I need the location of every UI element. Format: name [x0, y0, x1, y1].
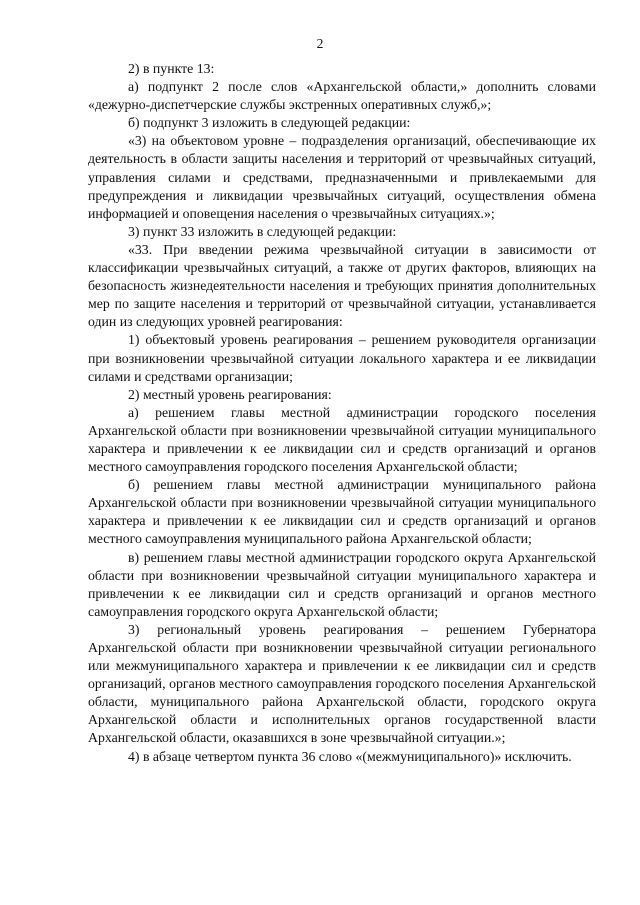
- paragraph-item-36-change: 4) в абзаце четвертом пункта 36 слово «(межмуниципального)» исключить.: [128, 748, 572, 764]
- paragraph-local-level-header: 2) местный уровень реагирования:: [128, 386, 332, 402]
- paragraph-subitem-2-addition: а) подпункт 2 после слов «Архангельской области,» дополнить словами «дежурно-диспетчерские службы экстренных оперативных служб,»;: [88, 79, 596, 113]
- paragraph-local-level-b: б) решением главы местной администрации муниципального района Архангельской области при возникновении чрезвычайной ситуации муниципального характера и привлечении к ее ликвидации сил и средств организаций и органов местного самоуправления муниципального района Архангельской области;: [88, 477, 596, 547]
- page-number: 2: [316, 36, 324, 51]
- paragraph-local-level-a: а) решением главы местной администрации городского поселения Архангельской области при возникновении чрезвычайной ситуации муниципального характера и привлечении к ее ликвидации сил и средств организаций и органов местного самоуправления городского поселения Архангельской области;: [88, 404, 596, 475]
- paragraph-subitem-3-text: «3) на объектовом уровне – подразделения организаций, обеспечивающие их деятельность в области защиты населения и территорий от чрезвычайных ситуаций, управления силами и средствами, предназначенными и привлекаемыми для предупреждения и ликвидации чрезвычайных ситуаций, осуществления обмена информацией и оповещения населения о чрезвычайных ситуациях.»;: [88, 133, 596, 221]
- paragraph-subitem-3-header: б) подпункт 3 изложить в следующей редакции:: [128, 115, 411, 131]
- paragraph-object-level: 1) объектовый уровень реагирования – решением руководителя организации при возникновении чрезвычайной ситуации локального характера и ее ликвидации силами и средствами организации;: [88, 332, 596, 384]
- paragraph-local-level-c: в) решением главы местной администрации городского округа Архангельской области при возникновении чрезвычайной ситуации муниципального характера и привлечении к ее ликвидации сил и средств организаций и органов местного самоуправления городского округа Архангельской области;: [88, 549, 596, 619]
- document-body: [88, 60, 596, 766]
- paragraph-item-33-text: «33. При введении режима чрезвычайной ситуации в зависимости от классификации чрезвычайных ситуаций, а также от других факторов, влияющих на безопасность жизнедеятельности населения и требующих принятия дополнительных мер по защите населения и территорий от чрезвычайной ситуации, устанавливается один из следующих уровней реагирования:: [88, 241, 596, 330]
- paragraph-regional-level: 3) региональный уровень реагирования – решением Губернатора Архангельской области при возникновении чрезвычайной ситуации регионального или межмуниципального характера и привлечении к ее ликвидации сил и средств организаций, органов местного самоуправления городского поселения Архангельской области, муниципального района Архангельской области, городского округа Архангельской области и исполнительных органов государственной власти Архангельской области, оказавшихся в зоне чрезвычайной ситуации.»;: [88, 621, 596, 746]
- paragraph-item-13-header: 2) в пункте 13:: [128, 61, 215, 76]
- paragraph-item-33-header: 3) пункт 33 изложить в следующей редакции:: [128, 223, 397, 239]
